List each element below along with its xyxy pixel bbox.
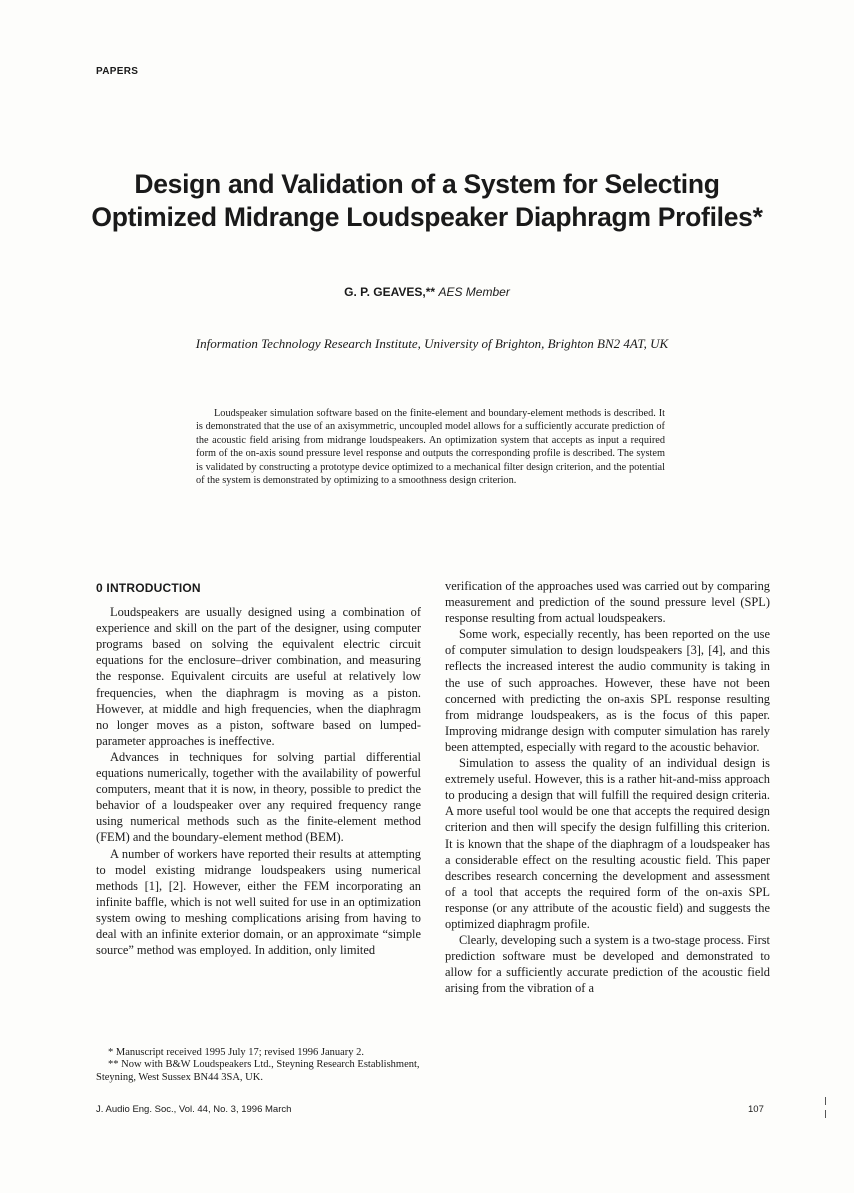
section-tag: PAPERS [96, 66, 139, 77]
affiliation: Information Technology Research Institute, University of Brighton, Brighton BN2 4AT, UK [195, 336, 669, 351]
footnote: * Manuscript received 1995 July 17; revised 1996 January 2. [108, 1047, 365, 1058]
paragraph: A number of workers have reported their results at attempting to model existing midrange loudspeakers using numerical methods [1], [2]. However, either the FEM incorporating an infinite baffle, which is not well suited for use in an optimization system owing to meshing complications arising from having to deal with an infinite exterior domain, or an approximate “simple source” method was employed. In addition, only limited [96, 846, 421, 958]
title-line-1: Design and Validation of a System for Selecting [134, 169, 720, 199]
paper-title [60, 168, 794, 234]
right-column [445, 578, 770, 996]
paragraph: Simulation to assess the quality of an individual design is extremely useful. However, this is a rather hit-and-miss approach to producing a design that will fulfill the required design criteria. A more useful tool would be one that accepts the required design criterion and then will specify the design fulfilling this criterion. It is known that the shape of the diaphragm of a loudspeaker has a considerable effect on the resulting acoustic field. This paper describes research concerning the development and assessment of a tool that accepts the required form of the on-axis SPL response (or any attribute of the acoustic field) and suggests the optimized diaphragm profile. [445, 756, 770, 931]
author-line [0, 285, 854, 299]
paragraph: verification of the approaches used was carried out by comparing measurement and prediction of the sound pressure level (SPL) response resulting from actual loudspeakers. [445, 579, 770, 626]
page-number: 107 [748, 1104, 764, 1115]
left-column [96, 578, 421, 958]
paragraph: Some work, especially recently, has been reported on the use of computer simulation to design loudspeakers [3], [4], and this reflects the increased interest the audio community is taking in the use of such approaches. However, these have not been concerned with predicting the on-axis SPL response resulting from midrange loudspeakers, as is the focus of this paper. Improving midrange design with computer simulation has rarely been attempted, especially with regard to the acoustic behavior. [445, 627, 770, 754]
abstract: Loudspeaker simulation software based on the finite-element and boundary-element methods is described. It is demonstrated that the use of an axisymmetric, uncoupled model allows for a sufficiently accurate prediction of the acoustic field arising from midrange loudspeakers. An optimization system that accepts as input a required form of the on-axis sound pressure level response and outputs the corresponding profile is described. The system is validated by constructing a prototype device optimized to a mechanical filter design criterion, and the potential of the system is demonstrated by optimizing to a smoothness design criterion. [196, 408, 665, 487]
title-line-2: Optimized Midrange Loudspeaker Diaphragm Profiles* [91, 202, 763, 232]
scan-mark [825, 1097, 826, 1105]
paragraph: Advances in techniques for solving partial differential equations numerically, together with the availability of powerful computers, meant that it is now, in theory, possible to predict the behavior of a loudspeaker over any required frequency range using numerical methods such as the finite-element method (FEM) and the boundary-element method (BEM). [96, 749, 421, 845]
footnote: ** Now with B&W Loudspeakers Ltd., Steyning Research Establishment, Steyning, West Sussex BN44 3SA, UK. [96, 1059, 420, 1083]
paragraph: Loudspeakers are usually designed using a combination of experience and skill on the part of the designer, using computer programs based on solving the equivalent electric circuit equations for the enclosure–driver combination, and measuring the response. Equivalent circuits are useful at relatively low frequencies, when the diaphragm is moving as a piston. However, at middle and high frequencies, when the diaphragm no longer moves as a piston, software based on lumped-parameter approaches is ineffective. [96, 605, 421, 748]
section-heading: 0 INTRODUCTION [96, 581, 201, 595]
author-membership: AES Member [438, 285, 510, 299]
scan-mark [825, 1110, 826, 1118]
author-name: G. P. GEAVES,** [344, 285, 436, 299]
footnotes [96, 1047, 422, 1084]
journal-citation: J. Audio Eng. Soc., Vol. 44, No. 3, 1996 March [96, 1104, 292, 1115]
paragraph: Clearly, developing such a system is a two-stage process. First prediction software must be developed and demonstrated to allow for a sufficiently accurate prediction of the acoustic field arising from the vibration of a [445, 933, 770, 996]
